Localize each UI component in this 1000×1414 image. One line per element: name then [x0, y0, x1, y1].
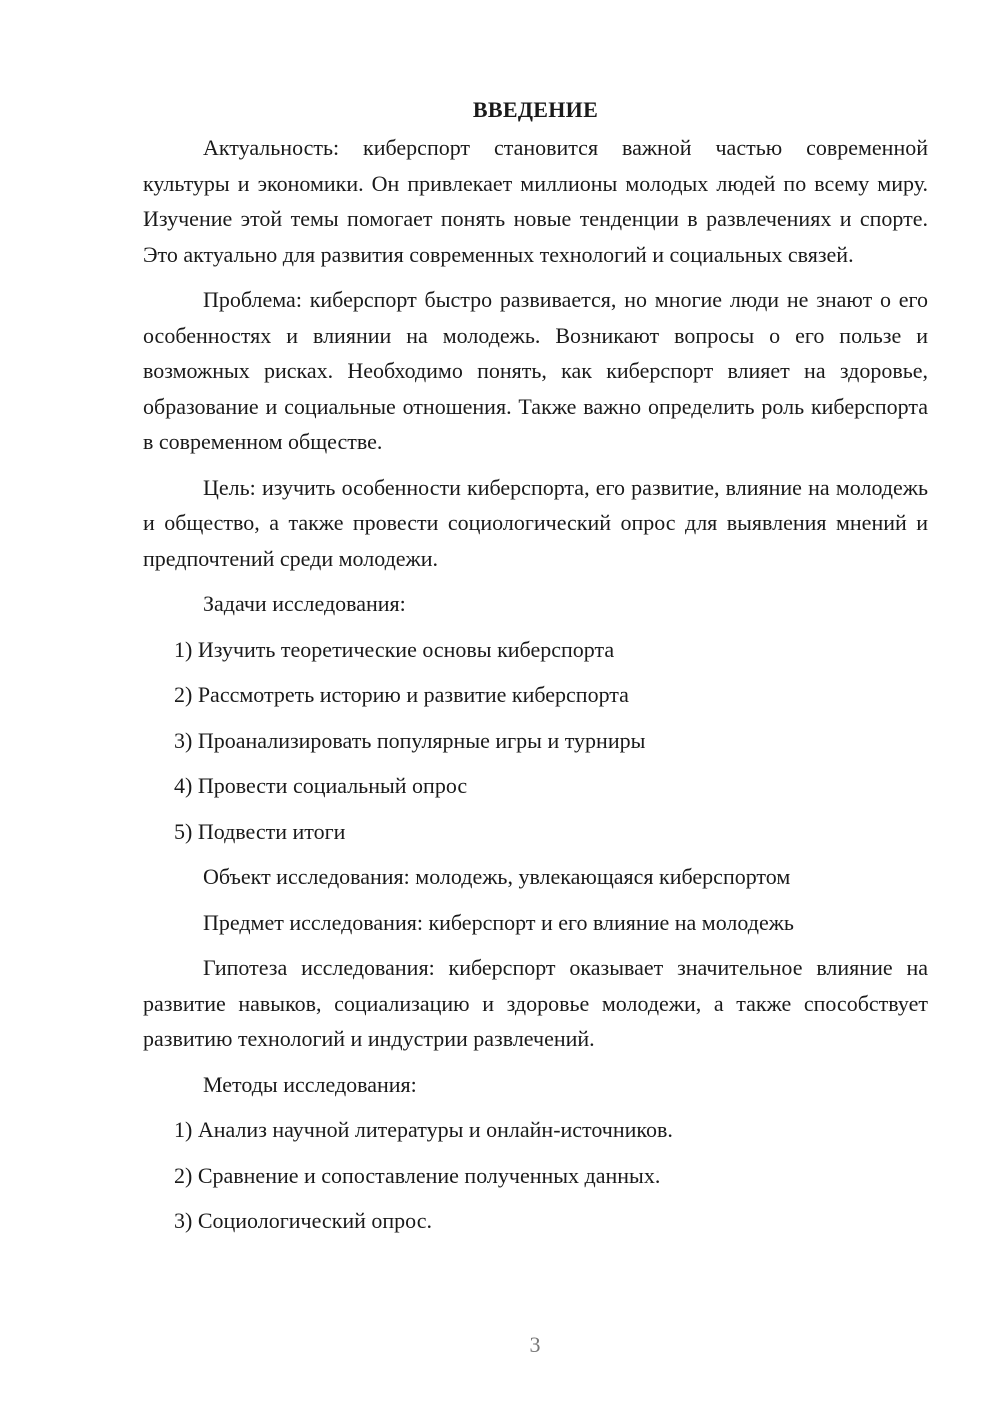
object-line: Объект исследования: молодежь, увлекающаяся киберспортом — [203, 864, 791, 889]
list-item: 3) Социологический опрос. — [174, 1208, 432, 1233]
list-item: 4) Провести социальный опрос — [174, 773, 468, 798]
tasks-heading: Задачи исследования: — [203, 591, 406, 616]
subject-line: Предмет исследования: киберспорт и его влияние на молодежь — [203, 909, 794, 935]
page-number: 3 — [529, 1332, 541, 1357]
list-item: 2) Рассмотреть историю и развитие киберспорта — [174, 682, 629, 707]
list-item: 2) Сравнение и сопоставление полученных данных. — [174, 1162, 661, 1188]
section-title: ВВЕДЕНИЕ — [472, 97, 599, 122]
hypothesis-paragraph: Гипотеза исследования: киберспорт оказывает значительное влияние на развитие навыков, социализацию и здоровье молодежи, а также способствует развитию технологий и индустрии развлечений. — [143, 955, 928, 1051]
methods-list — [143, 1112, 928, 1239]
relevance-paragraph: Актуальность: киберспорт становится важной частью современной культуры и экономики. Он привлекает миллионы молодых людей по всему миру. Изучение этой темы помогает понять новые тенденции в развлечениях и спорте. Это актуально для развития современных технологий и социальных связей. — [143, 135, 928, 267]
list-item: 3) Проанализировать популярные игры и турниры — [174, 727, 646, 753]
problem-paragraph: Проблема: киберспорт быстро развивается, но многие люди не знают о его особенностях и влиянии на молодежь. Возникают вопросы о его пользе и возможных рисках. Необходимо понять, как киберспорт влияет на здоровье, образование и социальные отношения. Также важно определить роль киберспорта в современном обществе. — [143, 287, 928, 454]
goal-paragraph: Цель: изучить особенности киберспорта, его развитие, влияние на молодежь и общество, а также провести социологический опрос для выявления мнений и предпочтений среди молодежи. — [143, 474, 928, 571]
list-item: 5) Подвести итоги — [174, 818, 346, 844]
methods-heading: Методы исследования: — [203, 1071, 417, 1097]
list-item: 1) Анализ научной литературы и онлайн-источников. — [174, 1117, 673, 1142]
list-item: 1) Изучить теоретические основы киберспорта — [174, 636, 615, 662]
document-page — [143, 92, 928, 1249]
tasks-list — [143, 632, 928, 850]
